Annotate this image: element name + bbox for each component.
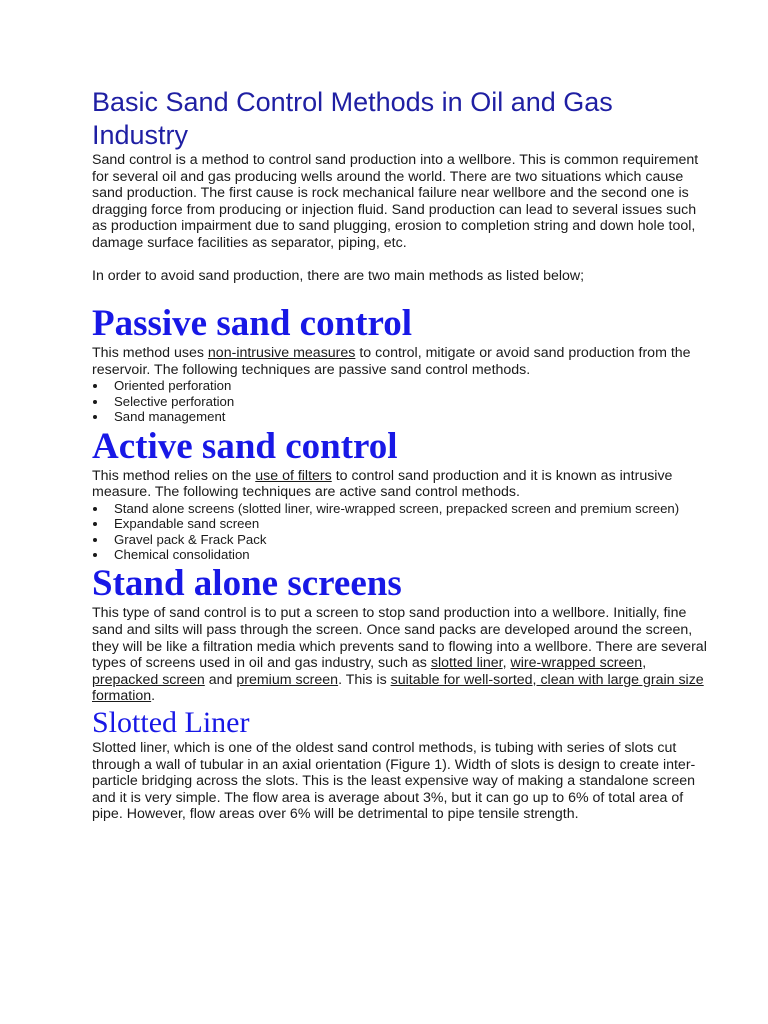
- spacer: [92, 284, 708, 302]
- list-item: Sand management: [92, 409, 708, 424]
- list-item: Gravel pack & Frack Pack: [92, 532, 708, 547]
- link-premium-screen[interactable]: premium screen: [236, 671, 339, 688]
- list-item: Stand alone screens (slotted liner, wire-wrapped screen, prepacked screen and premium screen): [92, 501, 708, 516]
- list-item: Chemical consolidation: [92, 547, 708, 562]
- text: This method uses: [92, 345, 208, 362]
- link-slotted-liner[interactable]: slotted liner: [430, 655, 503, 672]
- text: to control, mitigate or avoid sand production from the reservoir. The following techniques are passive sand control methods.: [92, 345, 691, 378]
- list-item: Selective perforation: [92, 394, 708, 409]
- list-item: Oriented perforation: [92, 378, 708, 393]
- heading-active-sand-control: Active sand control: [92, 425, 398, 467]
- link-use-of-filters[interactable]: use of filters: [255, 467, 332, 484]
- passive-list: [92, 378, 708, 424]
- text: This method relies on the: [92, 467, 256, 484]
- spacer: [92, 252, 708, 268]
- passive-paragraph: [92, 345, 708, 378]
- heading-slotted-liner: Slotted Liner: [92, 705, 250, 739]
- text: .: [151, 688, 156, 705]
- heading-stand-alone-screens: Stand alone screens: [92, 563, 402, 605]
- standalone-paragraph: [92, 605, 708, 705]
- page-title: Basic Sand Control Methods in Oil and Gas Industry: [92, 87, 613, 150]
- text: ,: [642, 655, 647, 672]
- active-paragraph: [92, 468, 708, 501]
- link-wire-wrapped-screen[interactable]: wire-wrapped screen: [510, 655, 643, 672]
- link-suitable-formation[interactable]: suitable for well-sorted, clean with large grain size formation: [92, 671, 704, 705]
- link-non-intrusive-measures[interactable]: non-intrusive measures: [207, 345, 356, 362]
- text: ,: [502, 655, 511, 672]
- text: to control sand production and it is known as intrusive measure. The following techniques are active sand control methods.: [92, 467, 673, 501]
- slotted-paragraph: Slotted liner, which is one of the oldest sand control methods, is tubing with series of slots cut through a wall of tubular in an axial orientation (Figure 1). Width of slots is design to create inter-particle bridging across the slots. This is the least expensive way of making a standalone screen and it is very simple. The flow area is average about 3%, but it can go up to 6% of total area of pipe. However, flow areas over 6% will be detrimental to pipe tensile strength.: [92, 739, 696, 823]
- text: This type of sand control is to put a screen to stop sand production into a wellbore. Initially, fine sand and silts will pass through the screen. Once sand packs are developed around the screen, they will be like a filtration media which prevents sand to flowing into a wellbore. There are several types of screens used in oil and gas industry, such as: [92, 605, 707, 672]
- text: . This is: [338, 671, 391, 688]
- list-item: Expandable sand screen: [92, 516, 708, 531]
- intro-paragraph-2: In order to avoid sand production, there are two main methods as listed below;: [92, 267, 585, 284]
- link-prepacked-screen[interactable]: prepacked screen: [92, 671, 205, 688]
- text: and: [204, 671, 237, 688]
- active-list: [92, 501, 708, 563]
- intro-paragraph: Sand control is a method to control sand production into a wellbore. This is common requirement for several oil and gas producing wells around the world. There are two situations which cause sand production. The first cause is rock mechanical failure near wellbore and the second one is dragging force from producing or injection fluid. Sand production can lead to several issues such as production impairment due to sand plugging, erosion to completion string and down hole tool, damage surface facilities as separator, piping, etc.: [92, 152, 699, 251]
- heading-passive-sand-control: Passive sand control: [92, 303, 413, 345]
